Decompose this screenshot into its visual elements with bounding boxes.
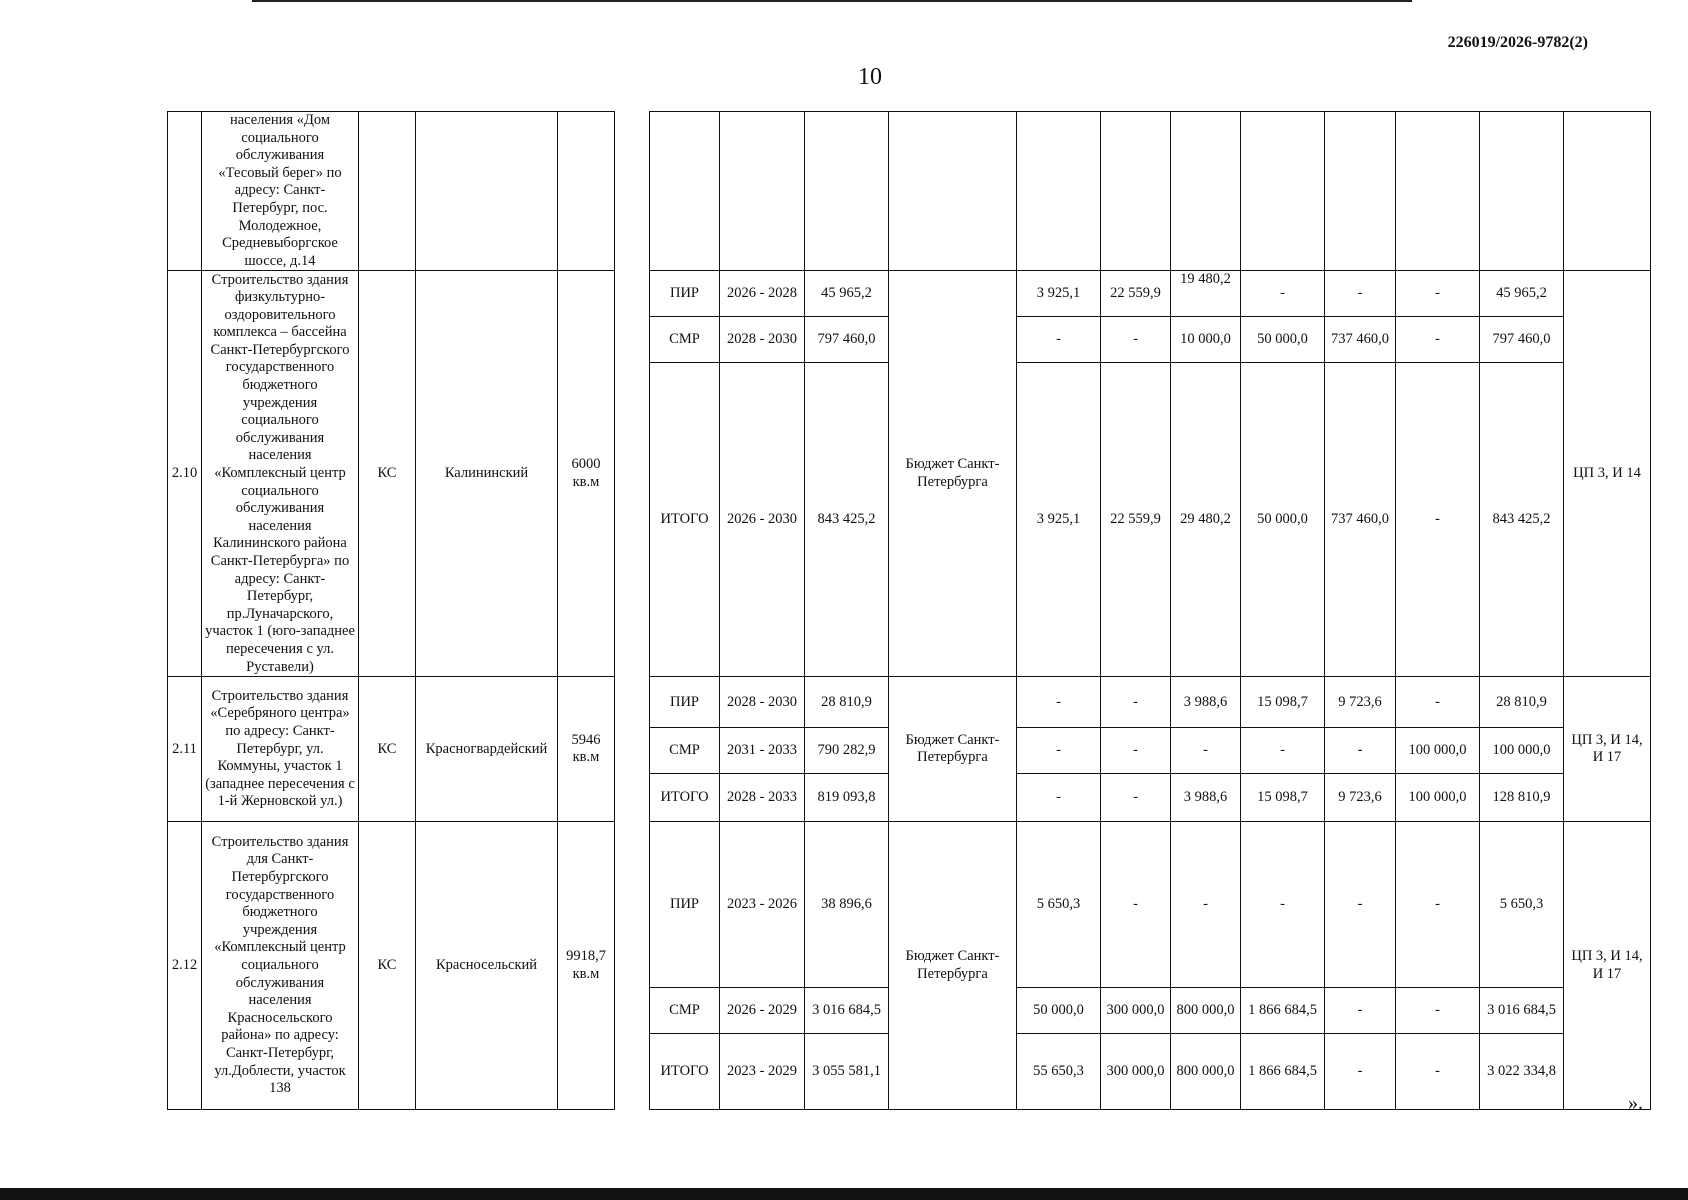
cell-y3: 29 480,2 xyxy=(1171,363,1241,677)
cell-y5: - xyxy=(1325,988,1396,1034)
cell-y6: - xyxy=(1396,988,1480,1034)
cell-y2: 22 559,9 xyxy=(1101,271,1171,317)
cell-stage: ПИР xyxy=(650,271,720,317)
cell-y6: - xyxy=(1396,317,1480,363)
cell-period: 2026 - 2029 xyxy=(720,988,805,1034)
cell-capacity: 6000 кв.м xyxy=(558,271,615,677)
cell-name: Строительство здания для Санкт-Петербургского государственного бюджетного учреждения «Комплексный центр социального обслуживания населения Красносельского района» по адресу: Санкт-Петербург, ул.Доблести, участок 138 xyxy=(202,822,359,1110)
cell-total: 843 425,2 xyxy=(1480,363,1564,677)
cell-y3: 800 000,0 xyxy=(1171,988,1241,1034)
cell-y2: - xyxy=(1101,728,1171,774)
cell-source: Бюджет Санкт-Петербурга xyxy=(889,271,1017,677)
top-border-line xyxy=(252,0,1412,2)
cell-y6: - xyxy=(1396,1034,1480,1110)
cell-district: Красногвардейский xyxy=(416,677,558,822)
cell-num xyxy=(168,112,202,271)
cell-y4: - xyxy=(1241,271,1325,317)
cell-period: 2031 - 2033 xyxy=(720,728,805,774)
cell-y1: - xyxy=(1017,728,1101,774)
cell-y1: - xyxy=(1017,774,1101,822)
cell-stage: ПИР xyxy=(650,822,720,988)
cell-stage: ПИР xyxy=(650,677,720,728)
table-row xyxy=(168,677,1651,728)
cell-y6: 100 000,0 xyxy=(1396,774,1480,822)
cell-name: Строительство здания «Серебряного центра» по адресу: Санкт-Петербург, ул. Коммуны, участок 1 (западнее пересечения с 1-й Жерновской ул.) xyxy=(202,677,359,822)
cell-stage: СМР xyxy=(650,988,720,1034)
cell-y4: 1 866 684,5 xyxy=(1241,1034,1325,1110)
cell-cost: 38 896,6 xyxy=(805,822,889,988)
cell-cost: 843 425,2 xyxy=(805,363,889,677)
cell-source: Бюджет Санкт-Петербурга xyxy=(889,677,1017,822)
cell-y3: 19 480,2 xyxy=(1171,271,1241,317)
cell-y4: - xyxy=(1241,822,1325,988)
cell-y2: - xyxy=(1101,774,1171,822)
cell-y6: - xyxy=(1396,822,1480,988)
cell-y5: - xyxy=(1325,822,1396,988)
cell-num: 2.12 xyxy=(168,822,202,1110)
cell-capacity: 5946 кв.м xyxy=(558,677,615,822)
cell-y4: - xyxy=(1241,728,1325,774)
cell-y3: 3 988,6 xyxy=(1171,774,1241,822)
cell-cost: 797 460,0 xyxy=(805,317,889,363)
cell-cost: 3 055 581,1 xyxy=(805,1034,889,1110)
cell-y5: - xyxy=(1325,728,1396,774)
cell-num: 2.11 xyxy=(168,677,202,822)
cell-y1: - xyxy=(1017,677,1101,728)
cell-y2: 300 000,0 xyxy=(1101,1034,1171,1110)
cell-program: ЦП 3, И 14, И 17 xyxy=(1564,822,1651,1110)
cell-type: КС xyxy=(359,677,416,822)
cell-total: 100 000,0 xyxy=(1480,728,1564,774)
cell-y6: - xyxy=(1396,677,1480,728)
cell-period: 2023 - 2029 xyxy=(720,1034,805,1110)
cell-total: 797 460,0 xyxy=(1480,317,1564,363)
cell-total: 45 965,2 xyxy=(1480,271,1564,317)
cell-stage: СМР xyxy=(650,317,720,363)
document-id: 226019/2026-9782(2) xyxy=(1447,34,1588,51)
cell-y5: - xyxy=(1325,271,1396,317)
cell-total: 3 016 684,5 xyxy=(1480,988,1564,1034)
cell-y2: 300 000,0 xyxy=(1101,988,1171,1034)
cell-y2: 22 559,9 xyxy=(1101,363,1171,677)
cell-total: 128 810,9 xyxy=(1480,774,1564,822)
cell-y3: - xyxy=(1171,822,1241,988)
cell-total: 3 022 334,8 xyxy=(1480,1034,1564,1110)
cell-y1: - xyxy=(1017,317,1101,363)
cell-period: 2028 - 2033 xyxy=(720,774,805,822)
cell-y5: 737 460,0 xyxy=(1325,317,1396,363)
cell-y5: 737 460,0 xyxy=(1325,363,1396,677)
table-row xyxy=(168,271,1651,317)
cell-y3: 800 000,0 xyxy=(1171,1034,1241,1110)
cell-y3: 3 988,6 xyxy=(1171,677,1241,728)
cell-program: ЦП 3, И 14, И 17 xyxy=(1564,677,1651,822)
cell-district: Калининский xyxy=(416,271,558,677)
cell-num: 2.10 xyxy=(168,271,202,677)
cell-y2: - xyxy=(1101,822,1171,988)
cell-y4: 50 000,0 xyxy=(1241,317,1325,363)
cell-y5: 9 723,6 xyxy=(1325,677,1396,728)
cell-cost: 790 282,9 xyxy=(805,728,889,774)
table-row-continuation xyxy=(168,112,1651,271)
cell-y3: 10 000,0 xyxy=(1171,317,1241,363)
cell-name: населения «Дом социального обслуживания «Тесовый берег» по адресу: Санкт-Петербург, пос. Молодежное, Средневыборгское шоссе, д.14 xyxy=(202,112,359,271)
cell-period: 2026 - 2030 xyxy=(720,363,805,677)
cell-y4: 15 098,7 xyxy=(1241,774,1325,822)
cell-y1: 5 650,3 xyxy=(1017,822,1101,988)
cell-y1: 3 925,1 xyxy=(1017,271,1101,317)
cell-cost: 28 810,9 xyxy=(805,677,889,728)
cell-y6: - xyxy=(1396,363,1480,677)
cell-y5: 9 723,6 xyxy=(1325,774,1396,822)
table-row xyxy=(168,822,1651,988)
cell-period: 2028 - 2030 xyxy=(720,677,805,728)
cell-y3: - xyxy=(1171,728,1241,774)
cell-y5: - xyxy=(1325,1034,1396,1110)
cell-period: 2023 - 2026 xyxy=(720,822,805,988)
cell-y1: 3 925,1 xyxy=(1017,363,1101,677)
cell-y2: - xyxy=(1101,317,1171,363)
cell-stage: ИТОГО xyxy=(650,774,720,822)
page-number: 10 xyxy=(858,64,882,90)
cell-total: 5 650,3 xyxy=(1480,822,1564,988)
cell-period: 2028 - 2030 xyxy=(720,317,805,363)
cell-capacity: 9918,7 кв.м xyxy=(558,822,615,1110)
cell-y6: 100 000,0 xyxy=(1396,728,1480,774)
program-table xyxy=(167,111,1651,1110)
cell-stage: ИТОГО xyxy=(650,1034,720,1110)
cell-name: Строительство здания физкультурно-оздоровительного комплекса – бассейна Санкт-Петербургского государственного бюджетного учреждения социального обслуживания населения «Комплексный центр социального обслуживания населения Калининского района Санкт-Петербурга» по адресу: Санкт-Петербург, пр.Луначарского, участок 1 (юго-западнее пересечения с ул. Руставели) xyxy=(202,271,359,677)
cell-y4: 50 000,0 xyxy=(1241,363,1325,677)
cell-y4: 1 866 684,5 xyxy=(1241,988,1325,1034)
cell-stage: СМР xyxy=(650,728,720,774)
cell-y6: - xyxy=(1396,271,1480,317)
cell-type: КС xyxy=(359,822,416,1110)
cell-total: 28 810,9 xyxy=(1480,677,1564,728)
cell-source: Бюджет Санкт-Петербурга xyxy=(889,822,1017,1110)
cell-y1: 55 650,3 xyxy=(1017,1034,1101,1110)
cell-stage: ИТОГО xyxy=(650,363,720,677)
bottom-scan-edge xyxy=(0,1188,1688,1200)
cell-y4: 15 098,7 xyxy=(1241,677,1325,728)
closing-quote-mark: ». xyxy=(1628,1092,1643,1114)
cell-cost: 45 965,2 xyxy=(805,271,889,317)
cell-cost: 819 093,8 xyxy=(805,774,889,822)
cell-period: 2026 - 2028 xyxy=(720,271,805,317)
cell-program: ЦП 3, И 14 xyxy=(1564,271,1651,677)
cell-y2: - xyxy=(1101,677,1171,728)
cell-district: Красносельский xyxy=(416,822,558,1110)
cell-y1: 50 000,0 xyxy=(1017,988,1101,1034)
cell-cost: 3 016 684,5 xyxy=(805,988,889,1034)
cell-type: КС xyxy=(359,271,416,677)
